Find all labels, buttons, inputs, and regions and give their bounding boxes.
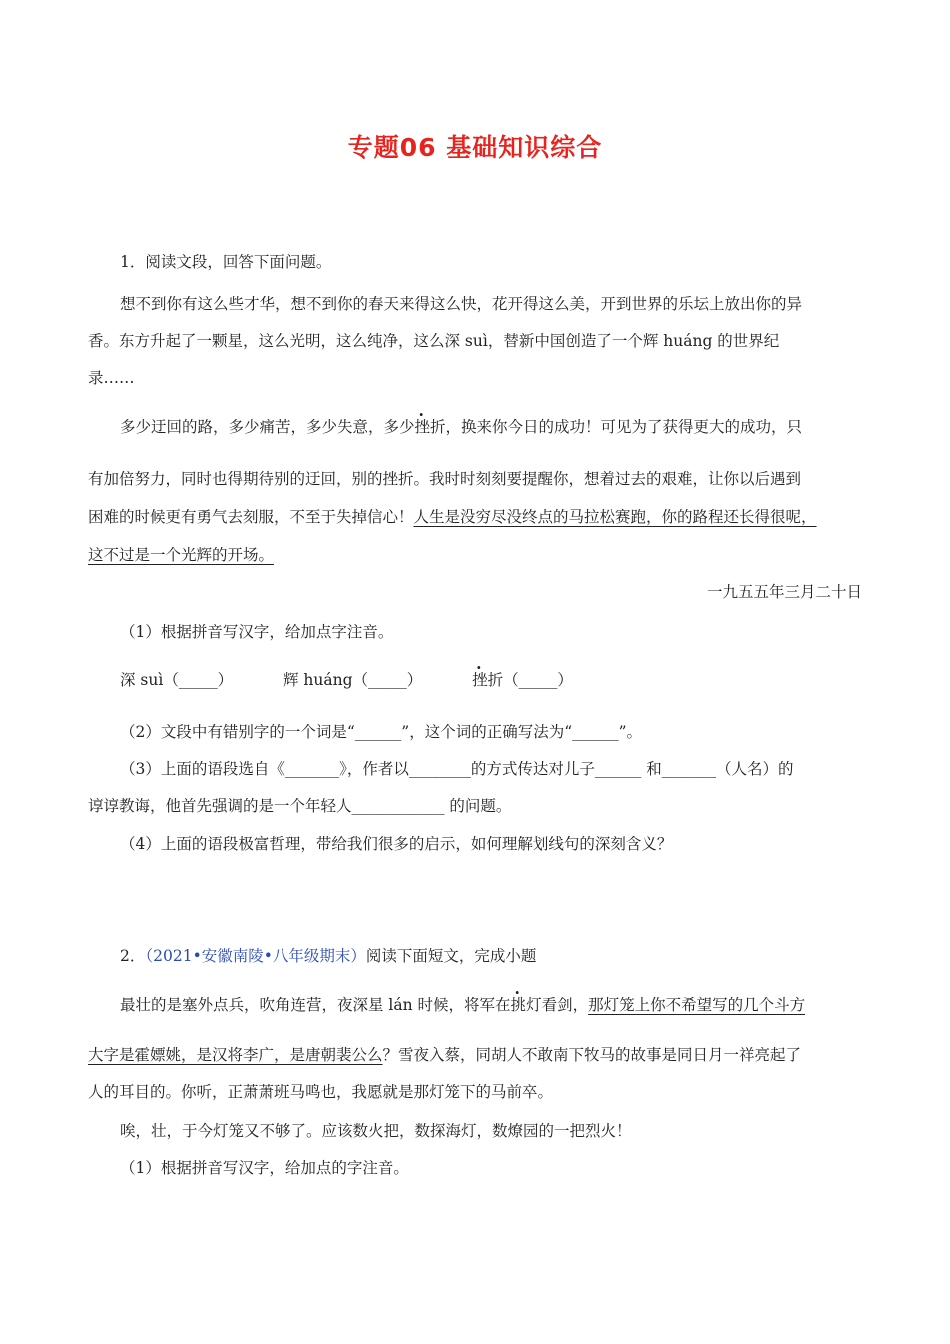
q1-passage-line xyxy=(120,415,802,437)
q1-passage-line: 香。东方升起了一颗星，这么光明，这么纯净，这么深 suì，替新中国创造了一个辉 huáng 的世界纪 xyxy=(88,332,780,350)
q2-header xyxy=(120,944,536,966)
q2-text: ？雪夜入蔡，同胡人不敢南下牧马的故事是同日月一祥亮起了 xyxy=(382,1046,802,1064)
dotted-char: 挫 xyxy=(414,418,431,436)
q2-passage-line: 人的耳目的。你听，正萧萧班马鸣也，我愿就是那灯笼下的马前卒。 xyxy=(88,1083,554,1101)
answer-blank-huang: 辉 huáng（_____） xyxy=(282,671,423,689)
q2-text: 灯看剑， xyxy=(526,996,589,1014)
underlined-sentence: 这不过是一个光辉的开场。 xyxy=(88,546,275,564)
underlined-sentence: 人生是没穷尽没终点的马拉松赛跑，你的路程还长得很呢， xyxy=(413,508,817,526)
q2-passage-line: 唉，壮，于今灯笼又不够了。应该数火把，数探海灯，数燎园的一把烈火！ xyxy=(120,1122,632,1140)
q1-text: 多少迂回的路，多少痛苦，多少失意，多少 xyxy=(120,418,415,436)
answer-blank-sui: 深 suì（_____） xyxy=(120,671,234,689)
q1-subquestion-4: （4）上面的语段极富哲理，带给我们很多的启示，如何理解划线句的深刻含义？ xyxy=(120,835,673,853)
underlined-sentence: 那灯笼上你不希望写的几个斗方 xyxy=(588,996,806,1014)
q2-passage-line xyxy=(88,1043,801,1065)
q1-text: 折，换来你今日的成功！可见为了获得更大的成功，只 xyxy=(430,418,803,436)
passage-date: 一九五五年三月二十日 xyxy=(706,583,862,601)
q1-subquestion-3: （3）上面的语段选自《_______》，作者以________的方式传达对儿子______ 和_______（人名）的 xyxy=(120,760,794,778)
answer-blank-cuo: 折（_____） xyxy=(487,671,573,689)
q1-passage-line: 有加倍努力，同时也得期待别的迂回，别的挫折。我时时刻刻要提醒你，想着过去的艰难，让你以后遇到 xyxy=(88,470,802,488)
q2-subquestion-1: （1）根据拼音写汉字，给加点的字注音。 xyxy=(120,1159,409,1177)
q2-instruction: 阅读下面短文，完成小题 xyxy=(365,947,537,965)
dotted-char: 挫 xyxy=(472,671,488,689)
q1-passage-line: 想不到你有这么些才华，想不到你的春天来得这么快，花开得这么美，开到世界的乐坛上放出你的异 xyxy=(120,295,803,313)
q2-source: （2021•安徽南陵•八年级期末） xyxy=(145,947,366,965)
q1-answer-row xyxy=(120,668,573,690)
q1-passage-line xyxy=(88,543,274,565)
q1-text: 困难的时候更有勇气去刻服，不至于失掉信心！ xyxy=(88,508,414,526)
dotted-char: 挑 xyxy=(510,996,527,1014)
q2-number: 2． xyxy=(120,947,146,965)
page-title: 专题06 基础知识综合 xyxy=(347,133,603,162)
q2-text: 最壮的是塞外点兵，吹角连营，夜深星 lán 时候，将军在 xyxy=(120,996,511,1014)
q1-passage-line xyxy=(88,505,817,527)
underlined-sentence: 大字是霍嫖姚，是汉将李广，是唐朝裴公么 xyxy=(88,1046,383,1064)
q1-header: 1．阅读文段，回答下面问题。 xyxy=(120,253,332,271)
q1-subquestion-1: （1）根据拼音写汉字，给加点字注音。 xyxy=(120,623,394,641)
q1-subquestion-2: （2）文段中有错别字的一个词是“______”，这个词的正确写法为“______”。 xyxy=(120,723,643,741)
q1-subquestion-3-cont: 谆谆教诲，他首先强调的是一个年轻人____________ 的问题。 xyxy=(88,797,512,815)
q1-passage-line: 录…… xyxy=(88,369,135,387)
q2-passage-line xyxy=(120,993,805,1015)
